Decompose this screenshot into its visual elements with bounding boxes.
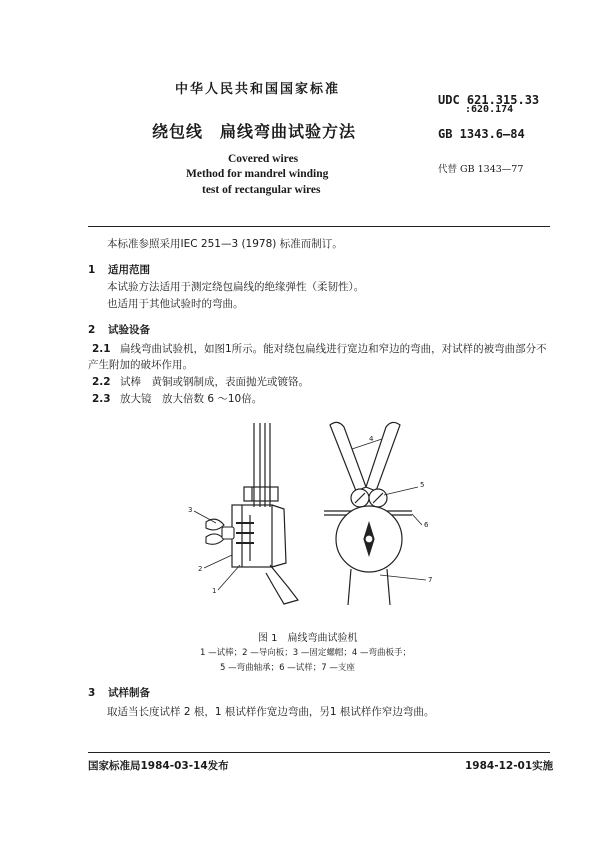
section-2-heading (88, 322, 150, 337)
section-title: 适用范围 (108, 264, 150, 276)
collar-block (244, 487, 278, 501)
section-1-line-1: 本试验方法适用于测定绕包扁线的绝缘弹性（柔韧性）。 (107, 281, 365, 293)
udc-code-continued: :620.174 (465, 104, 514, 115)
callout-label: 2 (198, 565, 203, 573)
bending-wrench-arm (330, 422, 366, 491)
callout-label: 4 (369, 435, 374, 443)
guide-plate (232, 505, 272, 567)
figure-caption: 图 1 扁线弯曲试验机 (258, 633, 358, 644)
support-leg (266, 565, 298, 604)
callout-leader (218, 565, 240, 590)
effective-date: 1984-12-01实施 (465, 760, 554, 772)
intro-text: 本标准参照采用IEC 251—3 (1978) 标准而制订。 (107, 238, 343, 250)
figure-legend-line-1: 1 —试棒；2 —导向板；3 —固定螺帽；4 —弯曲板手； (200, 648, 411, 658)
section-1-heading (88, 262, 150, 277)
support-pillar (348, 569, 390, 605)
standard-type: 中华人民共和国国家标准 (175, 82, 341, 97)
section-number: 1 (88, 264, 96, 276)
english-title-line-3: test of rectangular wires (202, 184, 321, 196)
section-title: 试样制备 (108, 687, 150, 699)
clause-2-3 (88, 391, 262, 406)
clause-text: 放大镜 放大倍数 6 ～10倍。 (120, 393, 263, 405)
clause-number: 2.3 (92, 393, 111, 405)
clause-number: 2.1 (92, 343, 111, 355)
section-number: 3 (88, 687, 96, 699)
page-title: 绕包线 扁线弯曲试验方法 (152, 122, 357, 141)
issue-date: 国家标准局1984-03-14发布 (88, 760, 229, 772)
side-bracket (272, 505, 286, 567)
section-1-line-2: 也适用于其他试验时的弯曲。 (107, 298, 244, 310)
callout-label: 1 (212, 587, 217, 595)
front-view (324, 422, 412, 605)
figure-legend-line-2: 5 —弯曲轴承；6 —试样；7 —支座 (220, 663, 355, 673)
english-title-line-1: Covered wires (228, 153, 299, 165)
side-view (232, 423, 298, 604)
callout-leader (384, 487, 418, 495)
callout-label: 6 (424, 521, 429, 529)
clause-text: 扁线弯曲试验机，如图1所示。能对绕包扁线进行宽边和窄边的弯曲，对试样的被弯曲部分不 (120, 343, 547, 355)
callout-label: 7 (428, 576, 433, 584)
section-number: 2 (88, 324, 96, 336)
callout-leader (380, 575, 426, 580)
callout-leader (412, 514, 422, 525)
callout-leader (194, 511, 216, 523)
clause-2-2 (88, 374, 309, 389)
header-divider (88, 226, 550, 227)
clause-number: 2.2 (92, 376, 111, 388)
clause-2-1 (88, 341, 547, 356)
callout-label: 5 (420, 481, 425, 489)
bending-wrench-arm (366, 422, 400, 491)
replaces-note: 代替 GB 1343—77 (438, 164, 524, 175)
mandrel-center (365, 535, 373, 543)
udc-code: UDC 621.315.33 (438, 93, 540, 107)
clause-text: 试棒 黄铜或钢制成，表面抛光或镀铬。 (120, 376, 309, 388)
callout-label: 3 (188, 506, 193, 514)
clause-2-1-continued: 产生附加的破坏作用。 (88, 359, 193, 371)
english-title-line-2: Method for mandrel winding (186, 168, 329, 180)
figure-1-drawing (180, 415, 440, 615)
section-3-heading (88, 685, 150, 700)
callout-leader (352, 439, 382, 449)
section-title: 试验设备 (108, 324, 150, 336)
footer-divider (88, 752, 550, 753)
callout-leader (204, 555, 232, 568)
section-3-text: 取适当长度试样 2 根，1 根试样作宽边弯曲，另1 根试样作窄边弯曲。 (107, 706, 435, 718)
gb-number: GB 1343.6—84 (438, 127, 525, 141)
fixing-nut-icon (206, 519, 234, 544)
